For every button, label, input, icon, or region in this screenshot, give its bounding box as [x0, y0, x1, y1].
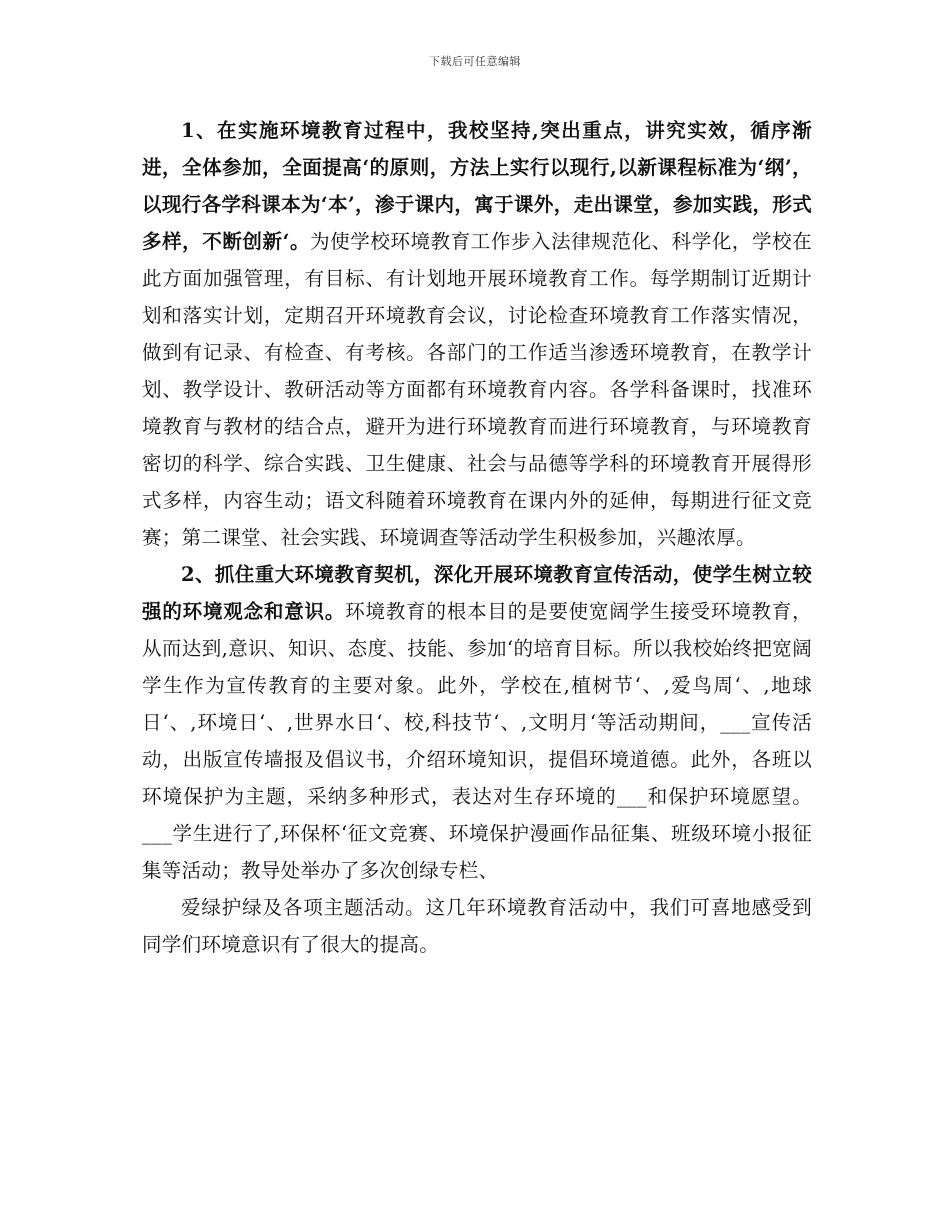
- paragraph-1-text: 为使学校环境教育工作步入法律规范化、科学化，学校在此方面加强管理，有目标、有计划地开展环境教育工作。每学期制订近期计划和落实计划，定期召开环境教育会议，讨论检查环境教育工作落实情况，做到有记录、有检查、有考核。各部门的工作适当渗透环境教育，在教学计划、教学设计、教研活动等方面都有环境教育内容。各学科备课时，找准环境教育与教材的结合点，避开为进行环境教育而进行环境教育，与环境教育密切的科学、综合实践、卫生健康、社会与品德等学科的环境教育开展得形式多样，内容生动；语文科随着环境教育在课内外的延伸，每期进行征文竞赛；第二课堂、社会实践、环境调查等活动学生积极参加，兴趣浓厚。: [142, 230, 812, 549]
- paragraph-2-heading: 2、抓住重大环境教育契机，深化开展环境教育宣传活动，使学生树立较强的环境观念和意识。: [142, 563, 812, 623]
- paragraph-3-text: 爱绿护绿及各项主题活动。这几年环境教育活动中，我们可喜地感受到同学们环境意识有了很大的提高。: [142, 896, 812, 956]
- page-header: 下载后可任意编辑: [429, 55, 521, 68]
- paragraph-2: [142, 556, 812, 889]
- paragraph-3: [142, 889, 812, 963]
- paragraph-1-heading: 1、在实施环境教育过程中，我校坚持,突出重点，讲究实效，循序渐进，全体参加，全面提高‘的原则，方法上实行以现行,以新课程标准为‘纲’，以现行各学科课本为‘本’，渗于课内，寓于课外，走出课堂，参加实践，形式多样，不断创新‘。: [142, 119, 812, 253]
- document-body: [142, 112, 812, 963]
- paragraph-2-text: 环境教育的根本目的是要使宽阔学生接受环境教育，从而达到,意识、知识、态度、技能、参加‘的培育目标。所以我校始终把宽阔学生作为宣传教育的主要对象。此外，学校在,植树节‘、,爱鸟周‘、,地球日‘、,环境日‘、,世界水日‘、校,科技节‘、,文明月‘等活动期间，___宣传活动，出版宣传墙报及倡议书，介绍环境知识，提倡环境道德。此外，各班以环境保护为主题，采纳多种形式，表达对生存环境的___和保护环境愿望。___学生进行了,环保杯‘征文竞赛、环境保护漫画作品征集、班级环境小报征集等活动；教导处举办了多次创绿专栏、: [142, 600, 812, 882]
- paragraph-1: [142, 112, 812, 556]
